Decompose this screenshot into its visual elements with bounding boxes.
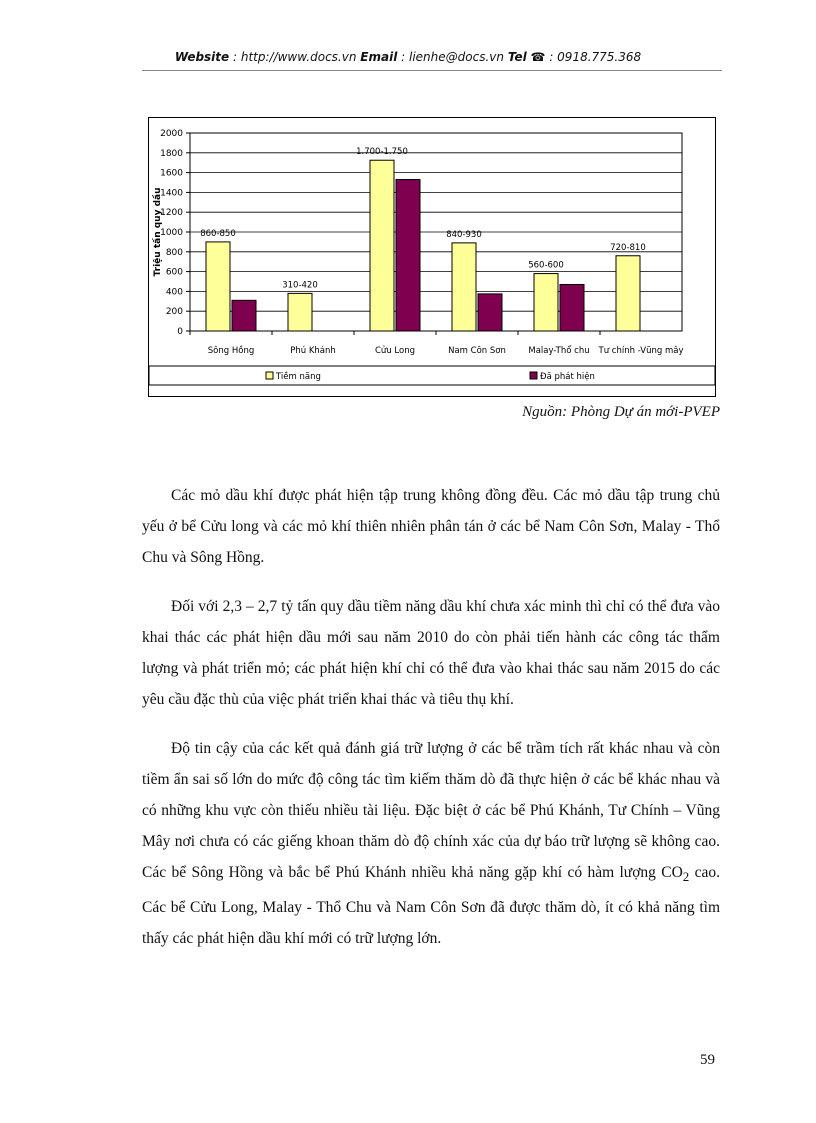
category-label: Malay-Thổ chu [528,346,590,356]
y-tick-label: 600 [165,267,183,278]
y-tick-label: 1400 [160,188,183,199]
telephone-icon: ☎ [530,50,546,64]
bar-potential-2 [370,160,394,331]
header-rule [142,70,722,71]
paragraph-3-after: cao. Các bể Cửu Long, Malay - Thổ Chu và Nam Côn Sơn đã được thăm dò, ít có khả năng tìm thấy các phát hiện dầu khí mới có trữ lượng lớn. [142,864,720,948]
y-tick-label: 1800 [160,148,183,159]
bar-potential-3 [452,243,476,331]
range-label: 560-600 [528,260,564,271]
legend-swatch [266,372,273,379]
body-text [142,480,720,972]
bar-discovered-3 [478,294,502,331]
chart-svg [148,117,716,397]
y-tick-label: 400 [165,287,183,298]
category-label: Tư chính -Vũng mây [598,346,684,356]
co2-subscript: 2 [682,869,690,885]
tel-value: : 0918.775.368 [549,50,642,64]
range-label: 310-420 [282,280,318,291]
y-tick-label: 1600 [160,168,183,179]
page-number: 59 [700,1052,715,1068]
bar-potential-0 [206,242,230,331]
range-label: 1.700-1.750 [356,147,408,158]
range-label: 720-810 [610,242,646,253]
page-header [0,50,816,64]
y-tick-label: 1000 [160,228,183,238]
paragraph-2: Đối với 2,3 – 2,7 tỷ tấn quy dầu tiềm năng dầu khí chưa xác minh thì chỉ có thể đưa vào khai thác các phát hiện dầu mới sau năm 2010 do còn phải tiến hành các công tác thẩm lượng và phát triển mỏ; các phát hiện khí chỉ có thể đưa vào khai thác sau năm 2015 do các yêu cầu đặc thù của việc phát triển khai thác và tiêu thụ khí. [142,598,720,708]
range-label: 840-930 [446,229,482,240]
bar-discovered-0 [232,300,256,331]
category-label: Sông Hồng [207,346,255,356]
y-tick-label: 1200 [160,208,183,219]
website-label: Website [174,50,230,64]
legend-swatch [530,372,537,379]
paragraph-3 [142,733,720,954]
bar-potential-1 [288,293,312,331]
email-value[interactable]: : lienhe@docs.vn [401,50,504,64]
bar-potential-5 [616,256,640,331]
legend-label: Tiềm năng [276,372,321,382]
legend-box [149,366,715,385]
chart-source: Nguồn: Phòng Dự án mới-PVEP [522,404,720,420]
email-label: Email [360,50,398,64]
y-tick-label: 2000 [160,129,183,139]
bar-discovered-4 [560,284,584,331]
y-tick-label: 800 [165,247,183,258]
bar-potential-4 [534,274,558,331]
bar-discovered-2 [396,180,420,331]
paragraph-3-before: Độ tin cậy của các kết quả đánh giá trữ lượng ở các bể trầm tích rất khác nhau và còn tiềm ẩn sai số lớn do mức độ công tác tìm kiếm thăm dò đã thực hiện ở các bể khác nhau và có những khu vực còn thiếu nhiều tài liệu. Đặc biệt ở các bể Phú Khánh, Tư Chính – Vũng Mây nơi chưa có các giếng khoan thăm dò độ chính xác của dự báo trữ lượng sẽ không cao. Các bể Sông Hồng và bắc bể Phú Khánh nhiều khả năng gặp khí có hàm lượng CO [142,740,720,881]
category-label: Phú Khánh [290,346,336,356]
y-tick-label: 0 [177,327,183,337]
paragraph-1: Các mỏ dầu khí được phát hiện tập trung không đồng đều. Các mỏ dầu tập trung chủ yếu ở bể Cửu long và các mỏ khí thiên nhiên phân tán ở các bể Nam Côn Sơn, Malay - Thổ Chu và Sông Hồng. [142,487,720,566]
range-label: 860-850 [200,228,236,239]
y-axis-title: Triệu tấn quy dầu [153,187,163,277]
tel-label: Tel [507,50,527,64]
legend-label: Đã phát hiện [540,372,595,382]
y-tick-label: 200 [165,307,183,318]
website-url[interactable]: : http://www.docs.vn [233,50,357,64]
category-label: Nam Côn Sơn [448,346,506,356]
reserves-chart [148,117,716,397]
category-label: Cửu Long [375,346,415,356]
